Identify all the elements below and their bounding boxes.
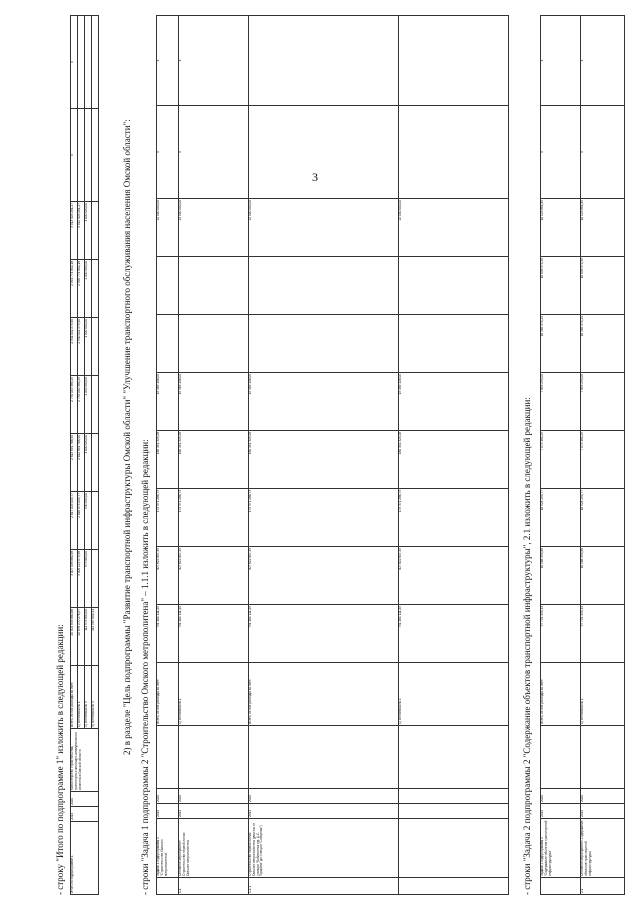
table-cell (249, 315, 399, 373)
table-cell: х (71, 109, 78, 202)
table-cell: Основное мероприятие: Содержание объектов транспортной инфраструктуры (581, 819, 625, 878)
table-cell: 111 975 800,00 (85, 608, 92, 666)
table-cell: 175 371 286,73 (179, 489, 249, 547)
table-cell: 7 853 259,00 (581, 373, 625, 431)
table-cell (78, 109, 85, 202)
table-cell (179, 726, 249, 789)
table-cell: 2014 (541, 804, 581, 819)
table-cell (78, 16, 85, 109)
table-cell: 930 000,00 (85, 492, 92, 550)
table-cell: х (581, 16, 625, 106)
table-cell: 2014 (581, 804, 625, 819)
table-cell: 16 698 974,30 (541, 257, 581, 315)
table-cell (399, 106, 509, 199)
table-cell (92, 492, 99, 550)
table-cell: 751 161 111,49 (157, 605, 179, 663)
table-cell (399, 819, 509, 878)
table-cell: 1) источника № 1 (78, 666, 85, 729)
table-cell: Всего, из них расходы за счет: (157, 663, 179, 726)
table-cell (92, 109, 99, 202)
table-cell: Всего, из них расходы за счет: (249, 663, 399, 726)
table-cell (399, 789, 509, 804)
table-cell: 2014 (71, 807, 99, 822)
table-cell: 22 000 000,00 (157, 199, 179, 257)
table-cell (581, 726, 625, 789)
table-cell (92, 260, 99, 318)
table-cell: 751 161 111,49 (399, 605, 509, 663)
table-cell: 16 123 861,65 (541, 199, 581, 257)
table-cell: 16 524 299,77 (581, 489, 625, 547)
table-cell (92, 550, 99, 608)
table-cell: 1 009 000,00 (85, 376, 92, 434)
table-cell: 15 469 148,00 (249, 373, 399, 431)
table-cell: 114 587 604,31 (92, 608, 99, 666)
table-cell (249, 257, 399, 315)
page-number: 3 (312, 170, 318, 184)
task2-table (540, 15, 625, 895)
table-cell: 1 000 000,00 (85, 202, 92, 260)
table-cell: х (157, 106, 179, 199)
table-cell: 15 469 148,00 (399, 373, 509, 431)
table-cell: 2 733 040 389,25 (78, 376, 85, 434)
table-cell: 2020 (541, 789, 581, 804)
table-cell (157, 878, 179, 895)
table-cell (179, 315, 249, 373)
table-cell: х (71, 16, 78, 109)
table-cell: 175 371 286,73 (157, 489, 179, 547)
table-cell: х (179, 106, 249, 199)
table-cell: 1.1.1 (249, 878, 399, 895)
table-cell: 2 734 049 389,25 (71, 376, 78, 434)
table-cell: 20 678 270 276,57 (78, 608, 85, 666)
table-cell: 180 341 329,28 (157, 431, 179, 489)
table-cell: 180 341 329,28 (399, 431, 509, 489)
table-cell: 97 751 333,13 (541, 605, 581, 663)
table-cell: 2 613 891 768,90 (71, 434, 78, 492)
table-cell: 2020 (71, 792, 99, 807)
table-cell: 7 173 184,29 (541, 431, 581, 489)
table-cell (399, 16, 509, 106)
table-cell: 407 822 807,49 (179, 547, 249, 605)
table-cell (157, 315, 179, 373)
table-cell: 2 941 011 575,90 (71, 318, 78, 376)
table-cell: 407 822 807,49 (249, 547, 399, 605)
table-cell (399, 726, 509, 789)
table-cell: 2014 (249, 804, 399, 819)
table-cell (92, 434, 99, 492)
table-cell: 751 161 111,49 (249, 605, 399, 663)
table-cell: 3 007 098 880,58 (71, 550, 78, 608)
table-cell: 3 006 123 079,58 (78, 550, 85, 608)
table-cell (541, 726, 581, 789)
table-cell: 3 513 403 281,27 (71, 202, 78, 260)
table-cell (157, 726, 179, 789)
table-cell: 175 371 286,73 (399, 489, 509, 547)
table-cell (399, 804, 509, 819)
table-cell (249, 16, 399, 106)
table-cell: 1) источника № 1 (399, 663, 509, 726)
table-cell: 2014 (179, 804, 249, 819)
table-cell: 1.1 (179, 878, 249, 895)
paragraph-task1: - строки "Задача 1 подпрограммы 2 "Строительство Омского метрополитена" – 1.1.1 изложить в следующей редакции: (140, 439, 150, 895)
table-cell: 407 822 807,49 (399, 547, 509, 605)
total-table (70, 15, 99, 895)
table-cell: 180 341 329,28 (179, 431, 249, 489)
table-cell: 407 822 807,49 (157, 547, 179, 605)
table-row (179, 16, 249, 895)
table-row (249, 16, 399, 895)
table-cell (399, 878, 509, 895)
paragraph-section: 2) в разделе "Цель подпрограммы "Развитие транспортной инфраструктуры Омской области" "Улучшение транспортного обслуживания населения Омской области": (122, 119, 132, 755)
paragraph-total-sub1: - строку "Итого по подпрограмме 1" изложить в следующей редакции: (55, 624, 65, 895)
table-cell: 16 385 374,24 (581, 315, 625, 373)
table-cell: 15 469 148,00 (157, 373, 179, 431)
table-cell (85, 16, 92, 109)
table-cell: х (541, 16, 581, 106)
table-cell: 7 853 259,00 (541, 373, 581, 431)
table-cell: 751 161 111,49 (179, 605, 249, 663)
table-cell: Задача 1 подпрограммы 2 "Строительство Омского метрополитена" (157, 819, 179, 878)
table-cell (399, 257, 509, 315)
table-cell: 1 000 000,00 (85, 434, 92, 492)
table-cell (85, 109, 92, 202)
table-cell: 2 991 774 802,18 (71, 260, 78, 318)
table-row (581, 16, 625, 895)
table-row (157, 16, 179, 895)
table-cell: 1) источника № 1 (581, 663, 625, 726)
table-cell (249, 106, 399, 199)
table-cell: х (179, 16, 249, 106)
table-cell: 22 000 000,00 (399, 199, 509, 257)
table-cell: 22 000 000,00 (249, 199, 399, 257)
table-cell: х (581, 106, 625, 199)
table-cell: 2020 (179, 789, 249, 804)
table-cell: 2.1 (581, 878, 625, 895)
table-cell: 16 988 399,88 (541, 547, 581, 605)
table-cell: 16 123 861,65 (581, 199, 625, 257)
paragraph-task2: - строки "Задача 2 подпрограммы 2 "Содержание объектов транспортной инфраструктуры", 2.1 изложить в следующей редакции: (522, 397, 532, 895)
table-cell: Всего, из них расходы за счет: (541, 663, 581, 726)
table-cell: 16 524 299,77 (541, 489, 581, 547)
table-cell: 97 751 333,13 (581, 605, 625, 663)
table-cell: Строительство первой линии Омского метрополитена (участок от станции "Библиотека им. А.С. Пушкина" до станции "Соборная") (249, 819, 399, 878)
table-cell: Министерство строительства, транспорта и жилищно-коммунального комплекса Омской области (71, 729, 99, 792)
table-cell: 16 698 974,30 (581, 257, 625, 315)
table-cell: х (157, 16, 179, 106)
table-cell: 2 617 003 009,77 (71, 492, 78, 550)
table-cell: 1 000 000,00 (85, 318, 92, 376)
table-row (399, 16, 509, 895)
table-cell: 2 990 774 802,18 (78, 260, 85, 318)
table-cell: 16 988 399,88 (581, 547, 625, 605)
table-cell: 175 371 286,73 (249, 489, 399, 547)
table-cell (179, 257, 249, 315)
table-cell: 2020 (581, 789, 625, 804)
table-cell: Всего, из них расходы за счет: (71, 666, 78, 729)
table-cell: 15 469 148,00 (179, 373, 249, 431)
table-cell: Итого по подпрограмме 1 (71, 822, 99, 895)
table-cell: 2) источника № 3 (85, 666, 92, 729)
table-cell: 1 000 000,00 (85, 260, 92, 318)
table-cell: Задача 2 подпрограммы 2 "Содержание объектов транспортной инфраструктуры" (541, 819, 581, 878)
table-cell (92, 376, 99, 434)
table-cell: 2020 (157, 789, 179, 804)
table-cell: 2 616 073 009,77 (78, 492, 85, 550)
table-cell (92, 202, 99, 260)
table-cell: 3 512 403 281,27 (78, 202, 85, 260)
table-cell (92, 16, 99, 109)
table-cell: 1) источника № 1 (179, 663, 249, 726)
table-cell: 16 385 374,24 (541, 315, 581, 373)
table-cell: 7 173 184,29 (581, 431, 625, 489)
table-cell: 975 800,00 (85, 550, 92, 608)
table-cell: 3) источника № 4 (92, 666, 99, 729)
table-cell: 2020 (249, 789, 399, 804)
table-cell (541, 878, 581, 895)
table-cell: 20 904 833 880,88 (71, 608, 78, 666)
table-cell: 2 612 891 768,90 (78, 434, 85, 492)
table-cell (157, 257, 179, 315)
table-row (541, 16, 581, 895)
task1-table (156, 15, 509, 895)
table-cell: Основное мероприятие: Строительство первой линии Омского метрополитена (179, 819, 249, 878)
table-cell (399, 315, 509, 373)
table-cell: 180 341 329,28 (249, 431, 399, 489)
table-cell: х (541, 106, 581, 199)
table-cell: 2014 (157, 804, 179, 819)
table-cell: 2 940 011 575,90 (78, 318, 85, 376)
table-cell: 22 000 000,00 (179, 199, 249, 257)
table-cell (92, 318, 99, 376)
table-cell (249, 726, 399, 789)
